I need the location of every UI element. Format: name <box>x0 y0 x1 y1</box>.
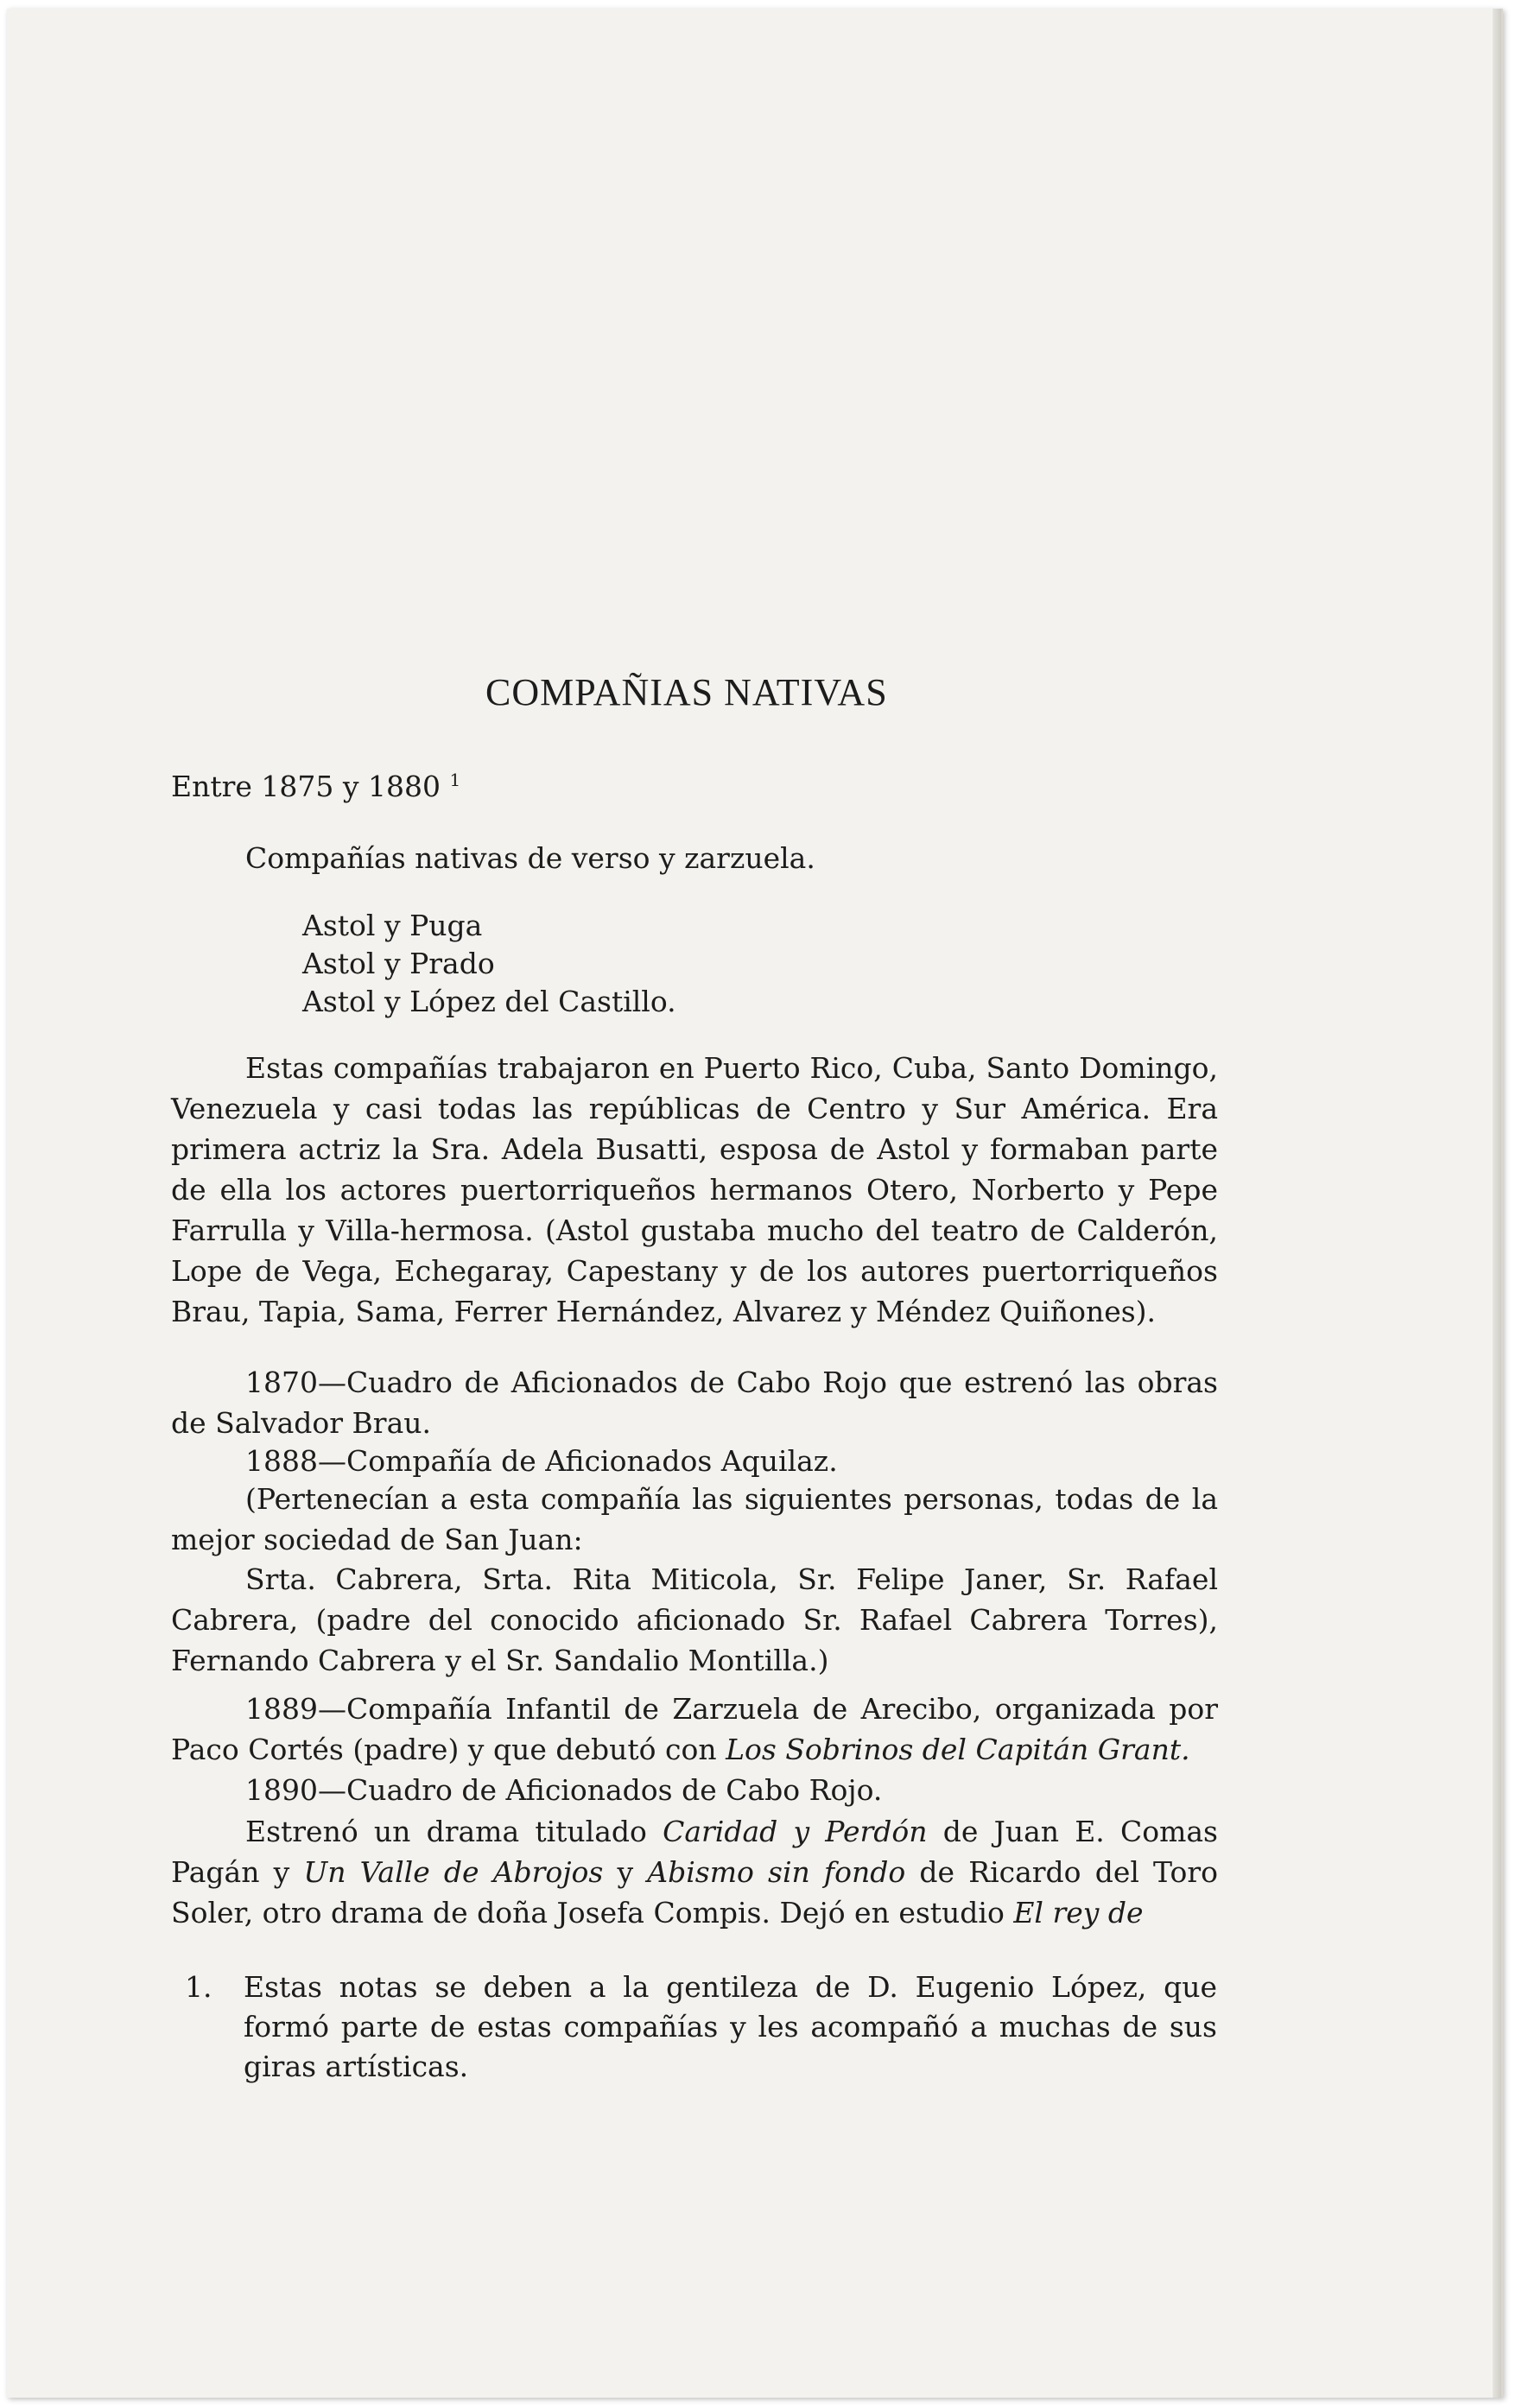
premieres-text: de Juan E. Comas Pagán y <box>171 1815 1218 1889</box>
paragraph-1889 <box>171 1689 1218 1770</box>
work-title: El rey de <box>1013 1896 1144 1930</box>
footnote-number: 1. <box>185 1970 212 2004</box>
work-title: Abismo sin fondo <box>647 1855 906 1889</box>
premieres-text: y <box>603 1855 648 1889</box>
paragraph-1890: 1890—Cuadro de Aficionados de Cabo Rojo. <box>245 1773 883 1807</box>
company-list <box>302 907 676 1021</box>
company-item: Astol y Puga <box>302 909 483 942</box>
paragraph-1889-text: 1889—Compañía Infantil de Zarzuela de Arecibo, organizada por Paco Cortés (padre) y que debutó con <box>171 1692 1218 1766</box>
paragraph-members-intro: (Pertenecían a esta compañía las siguientes personas, todas de la mejor sociedad de San Juan: <box>171 1482 1218 1556</box>
subheading: Compañías nativas de verso y zarzuela. <box>245 841 815 875</box>
footnote <box>185 1968 1217 2087</box>
paragraph-1870: 1870—Cuadro de Aficionados de Cabo Rojo que estrenó las obras de Salvador Brau. <box>171 1366 1218 1440</box>
work-title: Un Valle de Abrojos <box>303 1855 604 1889</box>
paragraph-members-list: Srta. Cabrera, Srta. Rita Miticola, Sr. Felipe Janer, Sr. Rafael Cabrera, (padre del conocido aficionado Sr. Rafael Cabrera Torres), Fernando Cabrera y el Sr. Sandalio Montilla.) <box>171 1562 1218 1677</box>
period-heading <box>171 760 1216 807</box>
paragraph-1888: 1888—Compañía de Aficionados Aquilaz. <box>245 1444 838 1478</box>
paragraph-companies-description: Estas compañías trabajaron en Puerto Rico, Cuba, Santo Domingo, Venezuela y casi todas las repúblicas de Centro y Sur América. Era primera actriz la Sra. Adela Busatti, esposa de Astol y formaban parte de ella los actores puertorriqueños hermanos Otero, Norberto y Pepe Farrulla y Villa-hermosa. (Astol gustaba mucho del teatro de Calderón, Lope de Vega, Echegaray, Capestany y de los autores puertorriqueños Brau, Tapia, Sama, Ferrer Hernández, Alvarez y Méndez Quiñones). <box>171 1051 1218 1328</box>
footnote-mark: 1 <box>449 770 461 790</box>
premieres-text: Estrenó un drama titulado <box>245 1815 663 1848</box>
footnote-text: Estas notas se deben a la gentileza de D. Eugenio López, que formó parte de estas compañías y les acompañó a muchas de sus giras artísticas. <box>244 1970 1217 2083</box>
page-title: COMPAÑIAS NATIVAS <box>485 671 888 713</box>
premieres-text: de Ricardo del Toro Soler, otro drama de doña Josefa Compis. Dejó en estudio <box>171 1855 1219 1930</box>
page-edge <box>1493 9 1501 2398</box>
company-item: Astol y Prado <box>302 947 495 980</box>
period-text: Entre 1875 y 1880 <box>171 770 441 803</box>
company-item: Astol y López del Castillo. <box>302 985 676 1018</box>
paragraph-premieres <box>171 1811 1218 1933</box>
work-title: Caridad y Perdón <box>663 1815 928 1848</box>
work-title: Los Sobrinos del Capitán Grant. <box>726 1733 1190 1766</box>
